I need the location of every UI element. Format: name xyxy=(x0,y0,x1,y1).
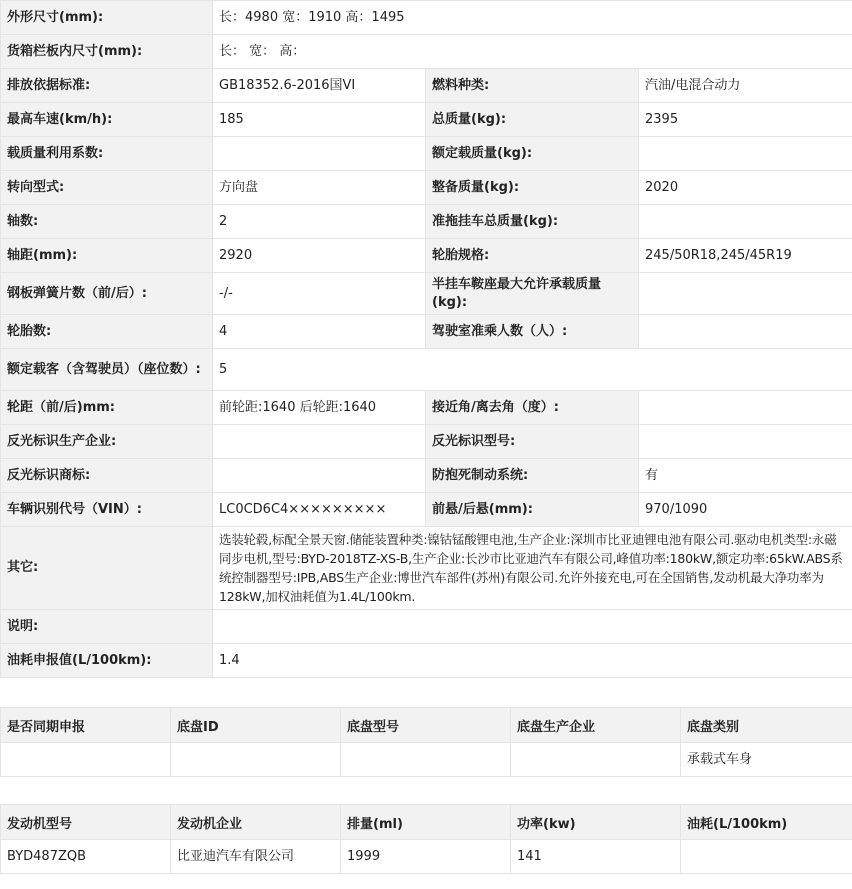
spec-row-fuel-consumption xyxy=(1,644,852,678)
engine-header-maker: 发动机企业 xyxy=(171,805,341,840)
label-cargo-box: 货箱栏板内尺寸(mm): xyxy=(1,35,213,69)
value-rated-load xyxy=(639,137,852,171)
chassis-table xyxy=(0,707,852,777)
value-notes xyxy=(213,610,852,644)
value-reflector-maker xyxy=(213,425,426,459)
value-approach-departure-angle xyxy=(639,391,852,425)
label-max-speed: 最高车速(km/h): xyxy=(1,103,213,137)
chassis-header-chassis-type: 底盘类别 xyxy=(681,708,852,743)
value-abs: 有 xyxy=(639,459,852,493)
chassis-cell-sync-report xyxy=(1,743,171,777)
spec-row-seats xyxy=(1,349,852,391)
value-tire-count: 4 xyxy=(213,315,426,349)
value-track-width: 前轮距:1640 后轮距:1640 xyxy=(213,391,426,425)
section-gap xyxy=(0,777,852,804)
engine-cell-displacement: 1999 xyxy=(341,840,511,874)
label-steering: 转向型式: xyxy=(1,171,213,205)
chassis-header-chassis-maker: 底盘生产企业 xyxy=(511,708,681,743)
label-load-coefficient: 载质量利用系数: xyxy=(1,137,213,171)
spec-row-track xyxy=(1,391,852,425)
label-fifth-wheel-load: 半挂车鞍座最大允许承载质量(kg): xyxy=(426,273,639,315)
value-fifth-wheel-load xyxy=(639,273,852,315)
value-reflector-model xyxy=(639,425,852,459)
spec-row-reflector-brand xyxy=(1,459,852,493)
value-cargo-box: 长： 宽： 高： xyxy=(213,35,852,69)
engine-header-model: 发动机型号 xyxy=(1,805,171,840)
label-cab-occupants: 驾驶室准乘人数（人）: xyxy=(426,315,639,349)
chassis-header-sync-report: 是否同期申报 xyxy=(1,708,171,743)
engine-cell-maker: 比亚迪汽车有限公司 xyxy=(171,840,341,874)
spec-row-notes xyxy=(1,610,852,644)
spec-row-other xyxy=(1,527,852,610)
label-reflector-brand: 反光标识商标: xyxy=(1,459,213,493)
spec-row-cargo-box xyxy=(1,35,852,69)
engine-header-displacement: 排量(ml) xyxy=(341,805,511,840)
table-row xyxy=(1,840,852,874)
engine-header-fuel-consumption: 油耗(L/100km) xyxy=(681,805,852,840)
engine-cell-power: 141 xyxy=(511,840,681,874)
label-total-mass: 总质量(kg): xyxy=(426,103,639,137)
label-tire-spec: 轮胎规格: xyxy=(426,239,639,273)
label-approach-departure-angle: 接近角/离去角（度）: xyxy=(426,391,639,425)
label-fuel-consumption: 油耗申报值(L/100km): xyxy=(1,644,213,678)
spec-row-steering xyxy=(1,171,852,205)
value-emission-standard: GB18352.6-2016国VI xyxy=(213,69,426,103)
value-other: 选装轮毂,标配全景天窗.储能装置种类:镍钴锰酸锂电池,生产企业:深圳市比亚迪锂电池有限公司.驱动电机类型:永磁同步电机,型号:BYD-2018TZ-XS-B,生产企业:长沙市比亚迪汽车有限公司,峰值功率:180kW,额定功率:65kW.ABS系统控制器型号:IPB,ABS生产企业:博世汽车部件(苏州)有限公司.允许外接充电,可在全国销售,发动机最大净功率为128kW,加权油耗值为1.4L/100km. xyxy=(213,527,852,610)
value-rated-passengers: 5 xyxy=(213,349,852,391)
spec-row-axles xyxy=(1,205,852,239)
section-gap xyxy=(0,678,852,707)
label-fuel-type: 燃料种类: xyxy=(426,69,639,103)
label-trailer-mass: 准拖挂车总质量(kg): xyxy=(426,205,639,239)
label-axles: 轴数: xyxy=(1,205,213,239)
value-tire-spec: 245/50R18,245/45R19 xyxy=(639,239,852,273)
label-rated-passengers: 额定载客（含驾驶员）（座位数）: xyxy=(1,349,213,391)
chassis-header-row xyxy=(1,708,852,743)
label-curb-weight: 整备质量(kg): xyxy=(426,171,639,205)
engine-cell-fuel-consumption xyxy=(681,840,852,874)
value-total-mass: 2395 xyxy=(639,103,852,137)
spec-row-leaf-spring xyxy=(1,273,852,315)
chassis-cell-chassis-model xyxy=(341,743,511,777)
label-rated-load: 额定载质量(kg): xyxy=(426,137,639,171)
value-fuel-type: 汽油/电混合动力 xyxy=(639,69,852,103)
engine-header-power: 功率(kw) xyxy=(511,805,681,840)
spec-row-dimensions xyxy=(1,1,852,35)
value-overhang: 970/1090 xyxy=(639,493,852,527)
value-cab-occupants xyxy=(639,315,852,349)
value-trailer-mass xyxy=(639,205,852,239)
chassis-header-chassis-id: 底盘ID xyxy=(171,708,341,743)
chassis-cell-chassis-type: 承载式车身 xyxy=(681,743,852,777)
engine-cell-model: BYD487ZQB xyxy=(1,840,171,874)
label-dimensions: 外形尺寸(mm): xyxy=(1,1,213,35)
chassis-cell-chassis-maker xyxy=(511,743,681,777)
spec-row-emission xyxy=(1,69,852,103)
label-leaf-spring: 钢板弹簧片数（前/后）: xyxy=(1,273,213,315)
label-other: 其它: xyxy=(1,527,213,610)
label-reflector-model: 反光标识型号: xyxy=(426,425,639,459)
value-reflector-brand xyxy=(213,459,426,493)
value-load-coefficient xyxy=(213,137,426,171)
label-overhang: 前悬/后悬(mm): xyxy=(426,493,639,527)
label-wheelbase: 轴距(mm): xyxy=(1,239,213,273)
value-max-speed: 185 xyxy=(213,103,426,137)
engine-header-row xyxy=(1,805,852,840)
value-axles: 2 xyxy=(213,205,426,239)
spec-row-speed xyxy=(1,103,852,137)
label-notes: 说明: xyxy=(1,610,213,644)
value-wheelbase: 2920 xyxy=(213,239,426,273)
value-steering: 方向盘 xyxy=(213,171,426,205)
spec-row-reflector-maker xyxy=(1,425,852,459)
value-fuel-consumption: 1.4 xyxy=(213,644,852,678)
label-tire-count: 轮胎数: xyxy=(1,315,213,349)
value-dimensions: 长：4980 宽：1910 高：1495 xyxy=(213,1,852,35)
label-track-width: 轮距（前/后)mm: xyxy=(1,391,213,425)
chassis-header-chassis-model: 底盘型号 xyxy=(341,708,511,743)
label-vin: 车辆识别代号（VIN）: xyxy=(1,493,213,527)
engine-table xyxy=(0,804,852,874)
spec-row-vin xyxy=(1,493,852,527)
label-abs: 防抱死制动系统: xyxy=(426,459,639,493)
spec-row-tire-count xyxy=(1,315,852,349)
value-vin: LC0CD6C4××××××××× xyxy=(213,493,426,527)
value-curb-weight: 2020 xyxy=(639,171,852,205)
label-emission-standard: 排放依据标准: xyxy=(1,69,213,103)
chassis-cell-chassis-id xyxy=(171,743,341,777)
spec-row-wheelbase xyxy=(1,239,852,273)
table-row xyxy=(1,743,852,777)
value-leaf-spring: -/- xyxy=(213,273,426,315)
spec-row-load-coefficient xyxy=(1,137,852,171)
label-reflector-maker: 反光标识生产企业: xyxy=(1,425,213,459)
